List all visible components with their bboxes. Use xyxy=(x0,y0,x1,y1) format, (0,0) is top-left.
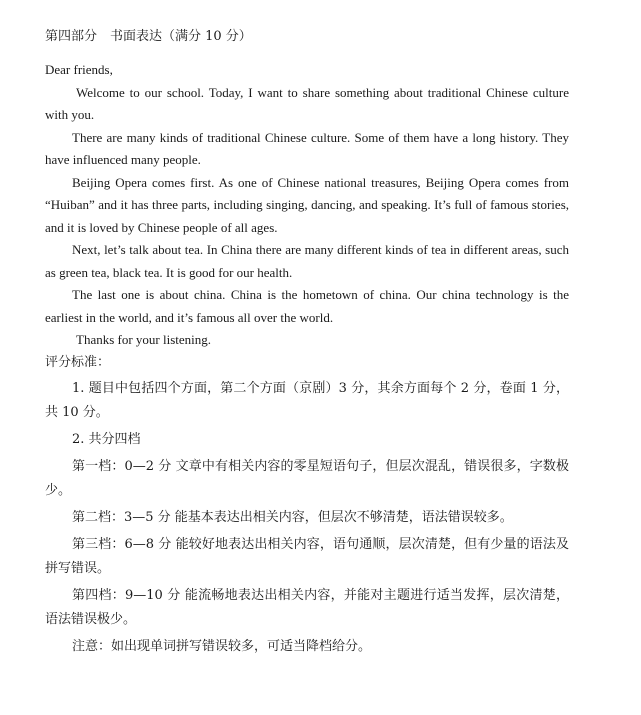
scoring-rule: 1. 题目中包括四个方面，第二个方面（京剧）3 分，其余方面每个 2 分，卷面 1 分，共 10 分。 xyxy=(45,380,569,420)
scoring-level: 第一档：0—2 分 文章中有相关内容的零星短语句子，但层次混乱，错误很多，字数极少。 xyxy=(45,458,569,498)
scoring-level: 第三档：6—8 分 能较好地表达出相关内容，语句通顺，层次清楚，但有少量的语法及拼写错误。 xyxy=(45,536,569,576)
scoring-note: 注意：如出现单词拼写错误较多，可适当降档给分。 xyxy=(72,638,372,654)
document-page xyxy=(45,27,569,659)
model-essay xyxy=(45,59,569,352)
essay-paragraph: There are many kinds of traditional Chinese culture. Some of them have a long history. They have influenced many people. xyxy=(45,129,569,167)
scoring-criteria xyxy=(45,352,569,659)
scoring-heading: 评分标准： xyxy=(45,354,111,370)
essay-paragraph: Welcome to our school. Today, I want to share something about traditional Chinese culture with you. xyxy=(45,84,569,122)
essay-closing: Thanks for your listening. xyxy=(76,332,212,347)
scoring-rule: 2. 共分四档 xyxy=(72,431,141,447)
scoring-level: 第二档：3—5 分 能基本表达出相关内容，但层次不够清楚，语法错误较多。 xyxy=(72,509,513,525)
essay-paragraph: Beijing Opera comes first. As one of Chinese national treasures, Beijing Opera comes from “Huiban” and it has three parts, including singing, dancing, and speaking. It’s full of famous stories, and it is loved by Chinese people of all ages. xyxy=(45,174,569,235)
essay-paragraph: Next, let’s talk about tea. In China there are many different kinds of tea in different areas, such as green tea, black tea. It is good for our health. xyxy=(45,242,569,280)
scoring-level: 第四档：9—10 分 能流畅地表达出相关内容，并能对主题进行适当发挥，层次清楚，语法错误极少。 xyxy=(45,587,570,627)
section-title: 第四部分 书面表达（满分 10 分） xyxy=(45,29,252,44)
essay-paragraph: The last one is about china. China is the hometown of china. Our china technology is the earliest in the world, and it’s famous all over the world. xyxy=(45,287,569,325)
essay-greeting: Dear friends, xyxy=(45,62,113,77)
